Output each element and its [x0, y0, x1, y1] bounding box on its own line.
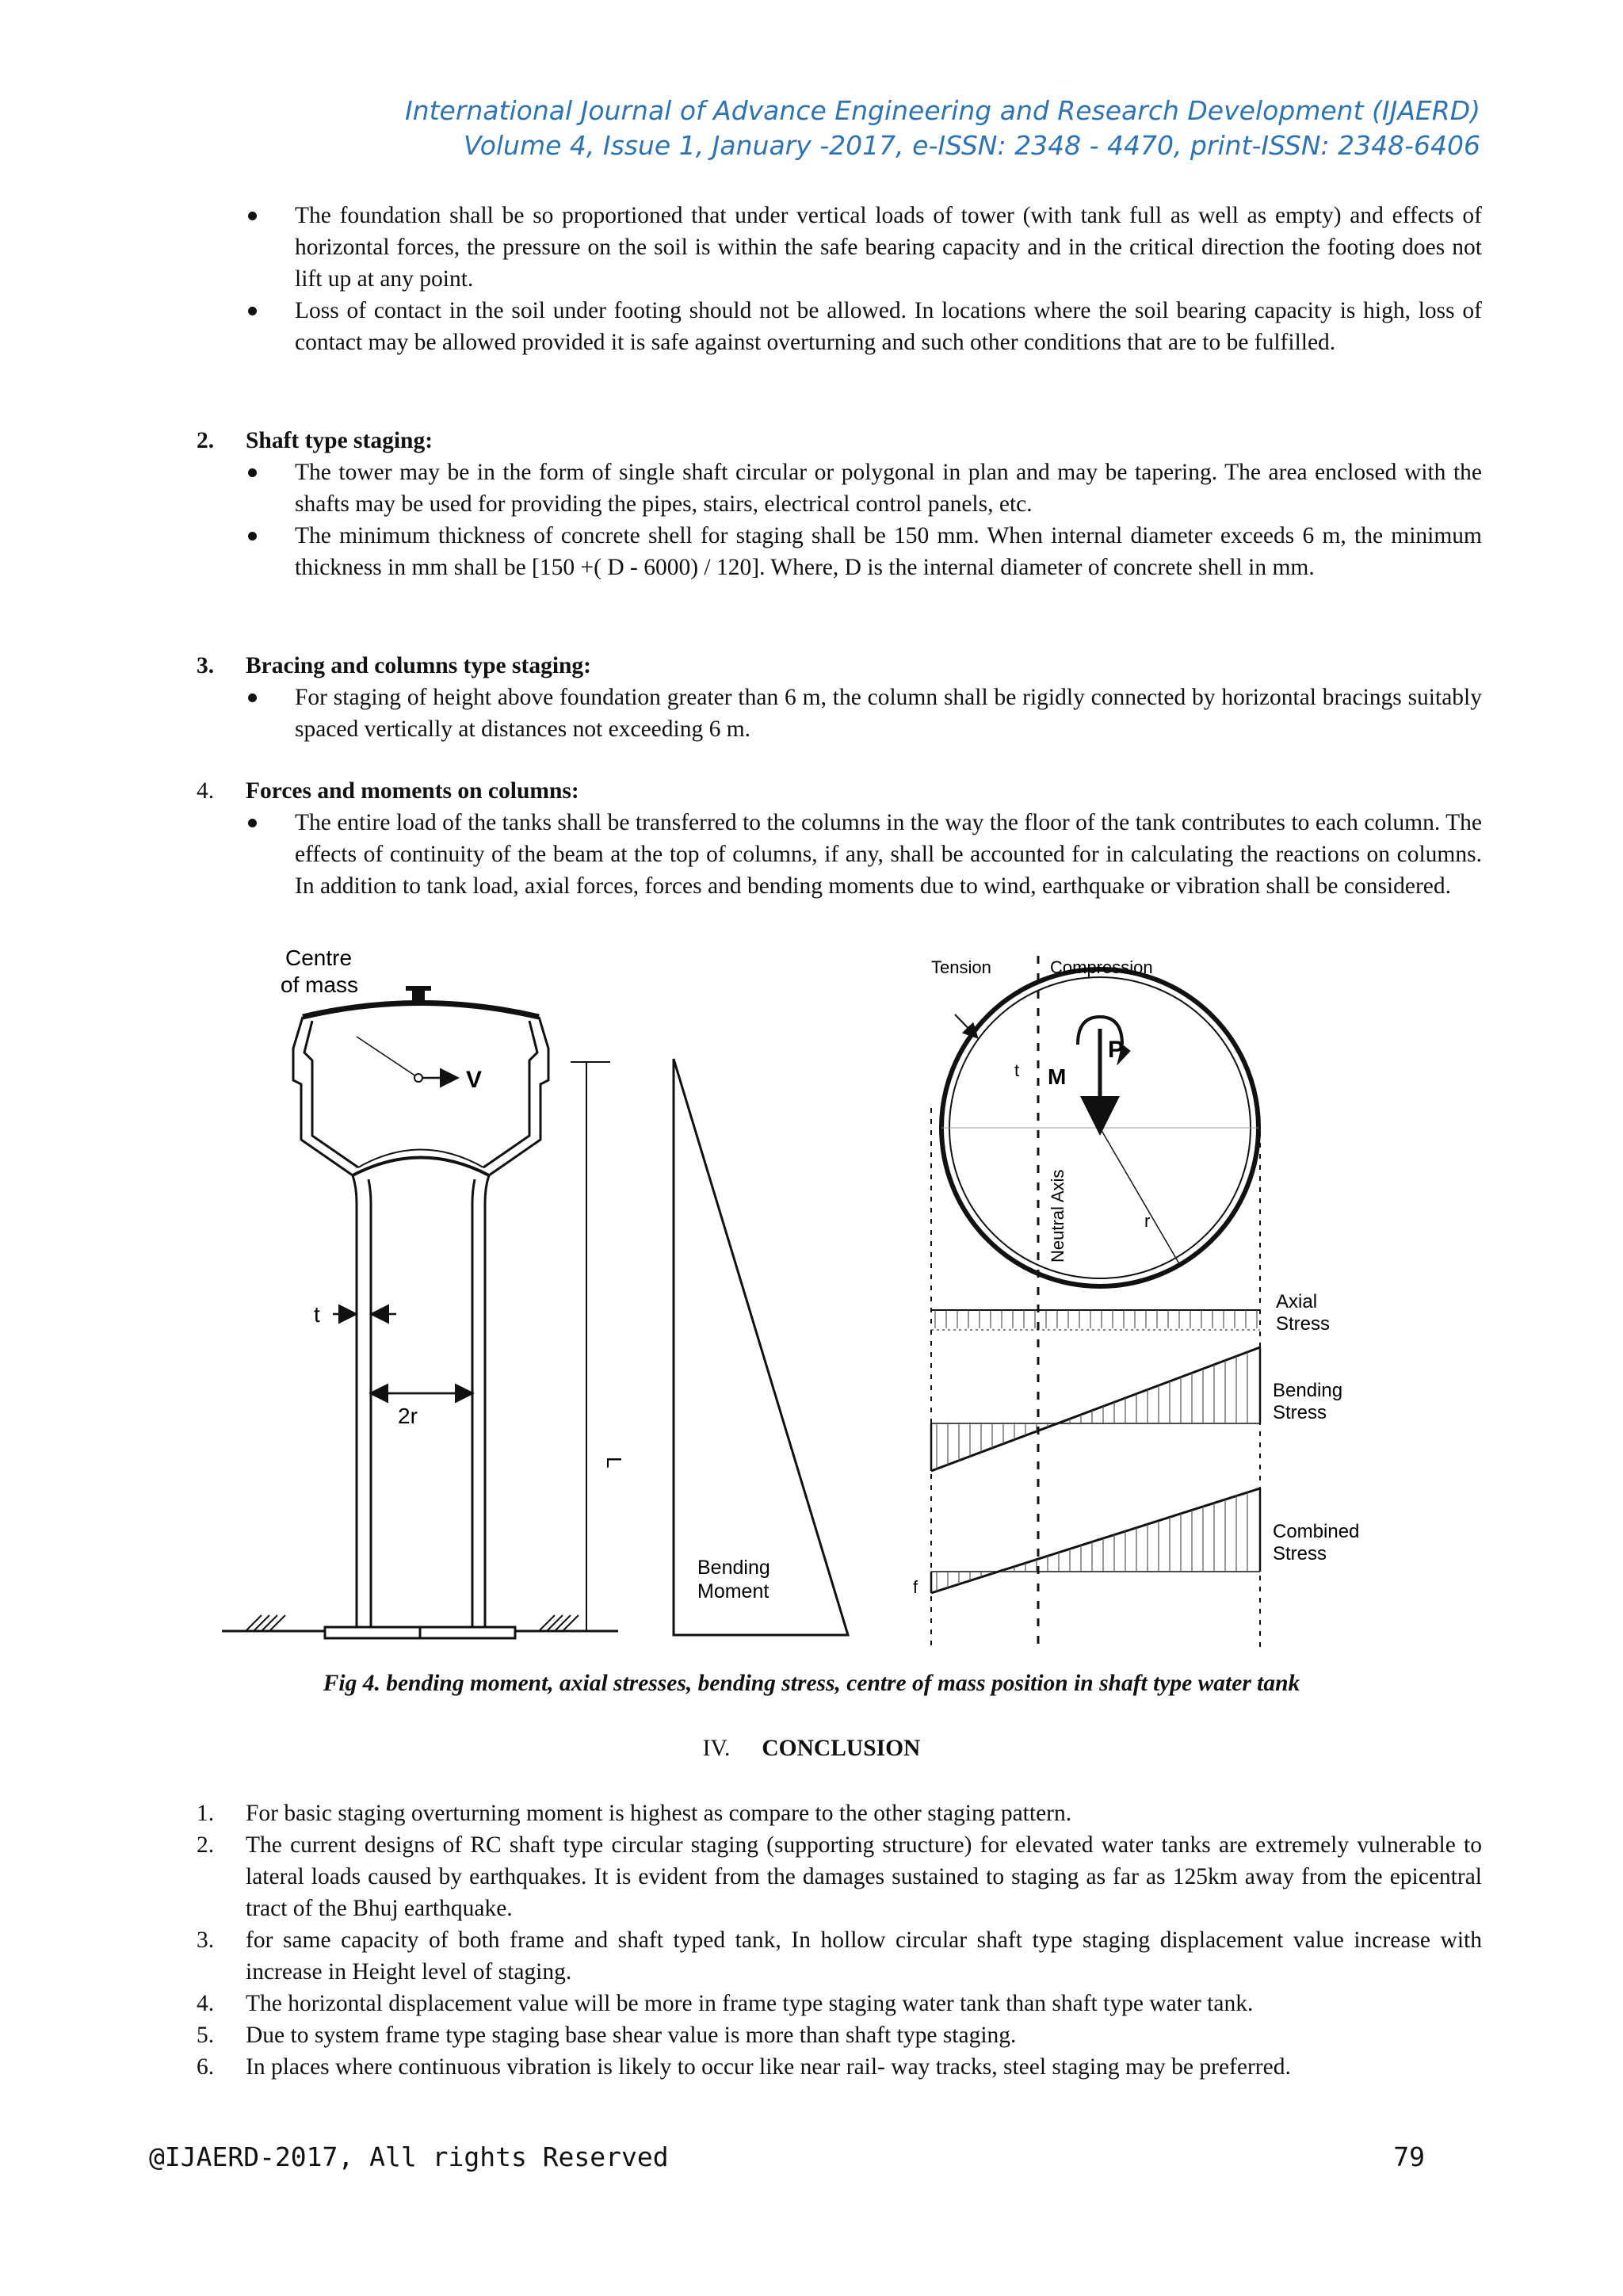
conclusion-list	[197, 1797, 1482, 2083]
journal-volume: Volume 4, Issue 1, January -2017, e-ISSN: 2348 - 4470, print-ISSN: 2348-6406	[464, 130, 1480, 161]
copyright-text: @IJAERD-2017, All rights Reserved	[149, 2141, 669, 2172]
list-item: 2. The current designs of RC shaft type circular staging (supporting structure) for elevated water tanks are extremely vulnerable to lateral loads caused by earthquakes. It is evident from the damages sustained to staging as far as 125km away from the epicentral tract of the Bhuj earthquake.	[197, 1832, 1482, 1921]
label-tension: Tension	[931, 957, 991, 977]
list-item: 3. for same capacity of both frame and shaft typed tank, In hollow circular shaft type staging displacement value increase with increase in Height level of staging.	[197, 1927, 1482, 1985]
journal-title: International Journal of Advance Engineering and Research Development (IJAERD)	[404, 95, 1480, 126]
bending-moment-diagram	[674, 1059, 848, 1635]
label-v: V	[466, 1067, 483, 1093]
label-neutral-axis: Neutral Axis	[1048, 1169, 1067, 1263]
intro-bullet-list	[295, 200, 1482, 358]
label-axial: Axial	[1276, 1291, 1318, 1312]
section-heading-3: 3. Bracing and columns type staging:	[197, 653, 591, 678]
bullet-item: For staging of height above foundation greater than 6 m, the column shall be rigidly connected by horizontal bracings suitably spaced vertically at distances not exceeding 6 m.	[295, 682, 1482, 745]
bullet-dot	[248, 468, 257, 477]
label-compression: Compression	[1050, 957, 1153, 977]
label-bending-stress-2: Stress	[1273, 1402, 1327, 1423]
section-4-bullets	[295, 807, 1482, 902]
label-t-shaft: t	[314, 1302, 320, 1327]
page-number: 79	[1393, 2141, 1425, 2172]
list-item: 1. For basic staging overturning moment is highest as compare to the other staging pattern.	[197, 1801, 1072, 1826]
label-2r: 2r	[398, 1404, 418, 1428]
shaft-cross-section	[931, 956, 1260, 1647]
journal-header	[158, 94, 1480, 163]
bullet-dot	[248, 693, 257, 702]
label-bending: Bending	[697, 1557, 770, 1579]
bullet-item: The foundation shall be so proportioned that under vertical loads of tower (with tank full as well as empty) and effects of horizontal forces, the pressure on the soil is within the safe bearing capacity and in the critical direction the footing does not lift up at any point.	[295, 200, 1482, 295]
label-l: L	[602, 1457, 626, 1469]
label-f: f	[913, 1577, 918, 1597]
bullet-item: Loss of contact in the soil under footing should not be allowed. In locations where the soil bearing capacity is high, loss of contact may be allowed provided it is safe against overturning and such other conditions that are to be fulfilled.	[295, 295, 1482, 358]
water-tank-shaft-drawing	[222, 986, 618, 1638]
section-3-bullets	[295, 682, 1482, 745]
list-item: 5. Due to system frame type staging base shear value is more than shaft type staging.	[197, 2023, 1017, 2048]
bullet-dot	[248, 819, 257, 827]
section-heading-4: 4. Forces and moments on columns:	[197, 778, 579, 804]
list-item: 6. In places where continuous vibration is likely to occur like near rail- way tracks, steel staging may be preferred.	[197, 2054, 1291, 2080]
bullet-item: The tower may be in the form of single shaft circular or polygonal in plan and may be tapering. The area enclosed with the shafts may be used for providing the pipes, stairs, electrical control panels, etc.	[295, 457, 1482, 520]
label-t-section: t	[1014, 1060, 1020, 1080]
label-bending-stress-1: Bending	[1273, 1380, 1343, 1401]
conclusion-heading: IV. CONCLUSION	[702, 1736, 921, 1761]
label-centre: Centre	[285, 946, 353, 970]
label-axial-stress: Stress	[1276, 1313, 1331, 1335]
bullet-dot	[248, 307, 257, 315]
label-r: r	[1144, 1211, 1151, 1231]
bullet-item: The minimum thickness of concrete shell for staging shall be 150 mm. When internal diameter exceeds 6 m, the minimum thickness in mm shall be [150 +( D - 6000) / 120]. Where, D is the internal diameter of concrete shell in mm.	[295, 520, 1482, 583]
figure-caption: Fig 4. bending moment, axial stresses, bending stress, centre of mass position in shaft type water tank	[323, 1671, 1300, 1696]
bullet-dot	[248, 532, 257, 541]
section-2-bullets	[295, 457, 1482, 583]
label-moment: Moment	[697, 1580, 769, 1603]
label-m: M	[1048, 1064, 1067, 1089]
list-item: 4. The horizontal displacement value will be more in frame type staging water tank than shaft type water tank.	[197, 1991, 1254, 2016]
bullet-dot	[248, 212, 257, 220]
label-combined-stress: Stress	[1273, 1543, 1327, 1564]
label-combined: Combined	[1273, 1521, 1360, 1542]
bullet-item: The entire load of the tanks shall be transferred to the columns in the way the floor of the tank contributes to each column. The effects of continuity of the beam at the top of columns, if any, shall be accounted for in calculating the reactions on columns. In addition to tank load, axial forces, forces and bending moments due to wind, earthquake or vibration shall be considered.	[295, 807, 1482, 902]
figure-4-diagram	[214, 942, 1561, 1655]
section-heading-2: 2. Shaft type staging:	[197, 428, 433, 453]
label-p: P	[1108, 1037, 1125, 1063]
label-of-mass: of mass	[281, 972, 359, 997]
